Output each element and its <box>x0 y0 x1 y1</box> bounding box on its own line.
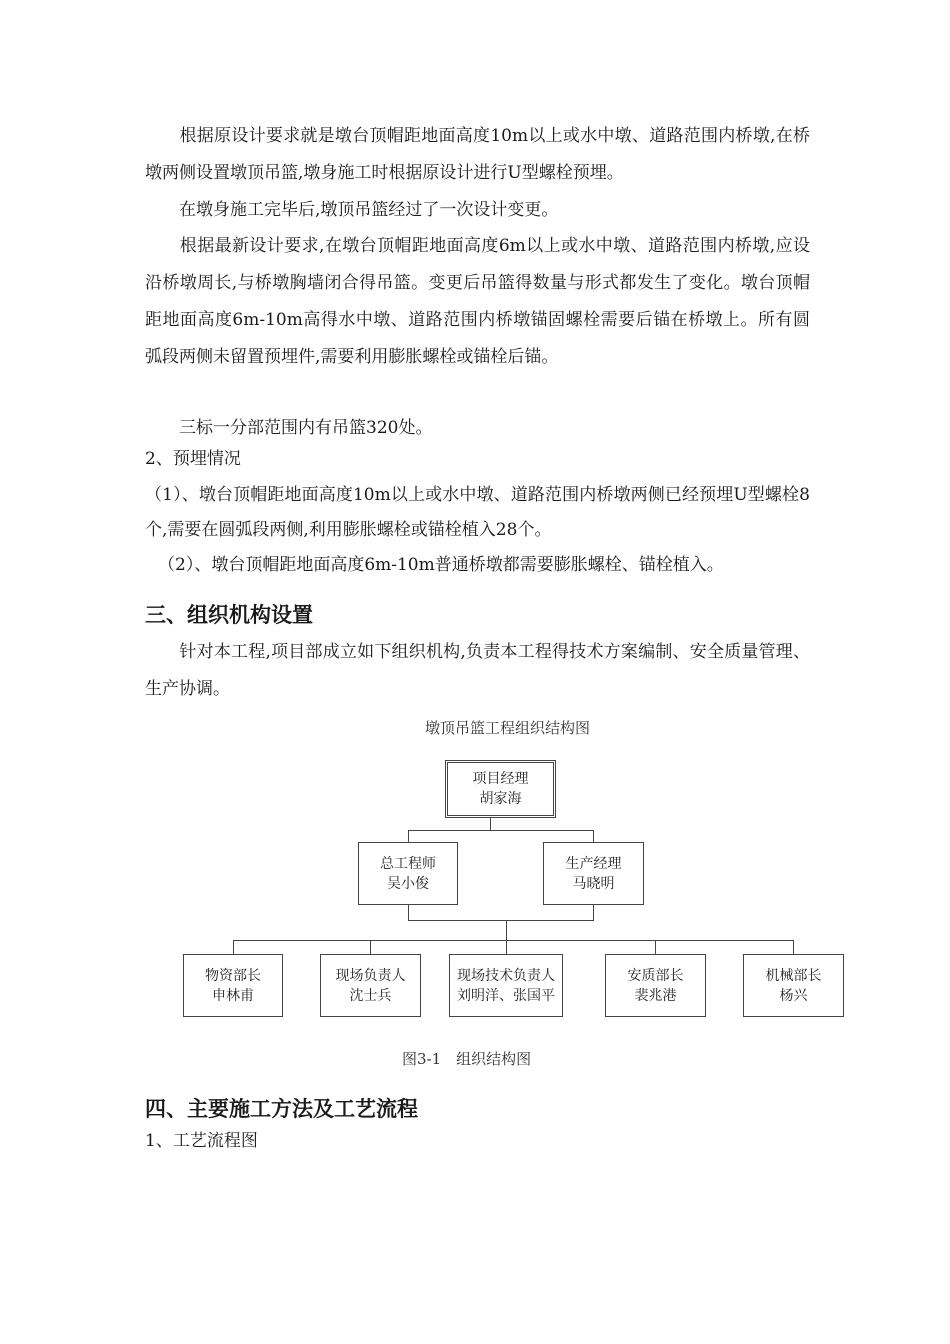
org-role: 总工程师 <box>380 855 436 872</box>
org-person: 沈士兵 <box>349 987 392 1004</box>
connector-line <box>370 940 371 954</box>
sub-item-2: （2）、墩台顶帽距地面高度6m-10m普通桥墩都需要膨胀螺栓、锚栓植入。 <box>158 555 724 575</box>
paragraph-design-change: 在墩身施工完毕后,墩顶吊篮经过了一次设计变更。 <box>145 200 559 220</box>
connector-line <box>506 920 507 940</box>
list-item-embedding: 2、预埋情况 <box>145 449 241 469</box>
connector-line <box>408 905 409 920</box>
org-box-project-manager <box>445 760 556 818</box>
org-box-chief-engineer <box>358 842 458 905</box>
connector-line <box>655 940 656 954</box>
connector-line <box>490 818 491 830</box>
section-4-heading: 四、主要施工方法及工艺流程 <box>145 1097 418 1121</box>
org-box-machinery <box>743 954 844 1017</box>
org-role: 生产经理 <box>565 855 622 872</box>
org-person: 吴小俊 <box>387 875 429 892</box>
org-box-site-tech-lead <box>449 954 563 1017</box>
connector-line <box>793 940 794 954</box>
figure-caption: 图3-1 组织结构图 <box>402 1050 532 1068</box>
connector-line <box>593 905 594 920</box>
org-role: 安质部长 <box>627 967 684 984</box>
org-person: 裴兆港 <box>634 987 677 1004</box>
connector-line <box>408 830 409 842</box>
connector-line <box>506 940 507 954</box>
org-person: 杨兴 <box>779 987 808 1004</box>
org-person: 胡家海 <box>479 791 522 807</box>
org-person: 申林甫 <box>212 987 254 1004</box>
section-3-body: 针对本工程,项目部成立如下组织机构,负责本工程得技术方案编制、安全质量管理、生产协调。 <box>145 642 810 699</box>
org-box-materials <box>183 954 283 1017</box>
org-box-safety-quality <box>605 954 706 1017</box>
connector-line <box>408 920 594 921</box>
org-box-site-lead <box>320 954 421 1017</box>
paragraph-original-design: 根据原设计要求就是墩台顶帽距地面高度10m以上或水中墩、道路范围内桥墩,在桥墩两侧设置墩顶吊篮,墩身施工时根据原设计进行U型螺栓预埋。 <box>145 126 810 183</box>
sub-item-1: （1）、墩台顶帽距地面高度10m以上或水中墩、道路范围内桥墩两侧已经预埋U型螺栓8个,需要在圆弧段两侧,利用膨胀螺栓或锚栓植入28个。 <box>145 485 810 540</box>
org-role: 机械部长 <box>765 967 822 984</box>
list-item-process-flow: 1、工艺流程图 <box>145 1131 258 1151</box>
org-role: 现场负责人 <box>335 967 406 984</box>
paragraph-new-design: 根据最新设计要求,在墩台顶帽距地面高度6m以上或水中墩、道路范围内桥墩,应设沿桥墩周长,与桥墩胸墙闭合得吊篮。变更后吊篮得数量与形式都发生了变化。墩台顶帽距地面高度6m-10m高得水中墩、道路范围内桥墩锚固螺栓需要后锚在桥墩上。所有圆弧段两侧未留置预埋件,需要利用膨胀螺栓或锚栓后锚。 <box>145 236 810 367</box>
org-person: 马晓明 <box>572 875 615 892</box>
connector-line <box>408 830 594 831</box>
org-role: 物资部长 <box>205 967 261 984</box>
paragraph-basket-count: 三标一分部范围内有吊篮320处。 <box>145 418 433 438</box>
connector-line <box>593 830 594 842</box>
org-person: 刘明洋、张国平 <box>457 987 555 1004</box>
org-role: 项目经理 <box>472 771 529 787</box>
org-chart-title: 墩顶吊篮工程组织结构图 <box>425 719 591 737</box>
org-box-production-manager <box>543 842 644 905</box>
connector-line <box>233 940 794 941</box>
connector-line <box>233 940 234 954</box>
org-role: 现场技术负责人 <box>457 967 555 984</box>
section-3-heading: 三、组织机构设置 <box>145 603 313 627</box>
